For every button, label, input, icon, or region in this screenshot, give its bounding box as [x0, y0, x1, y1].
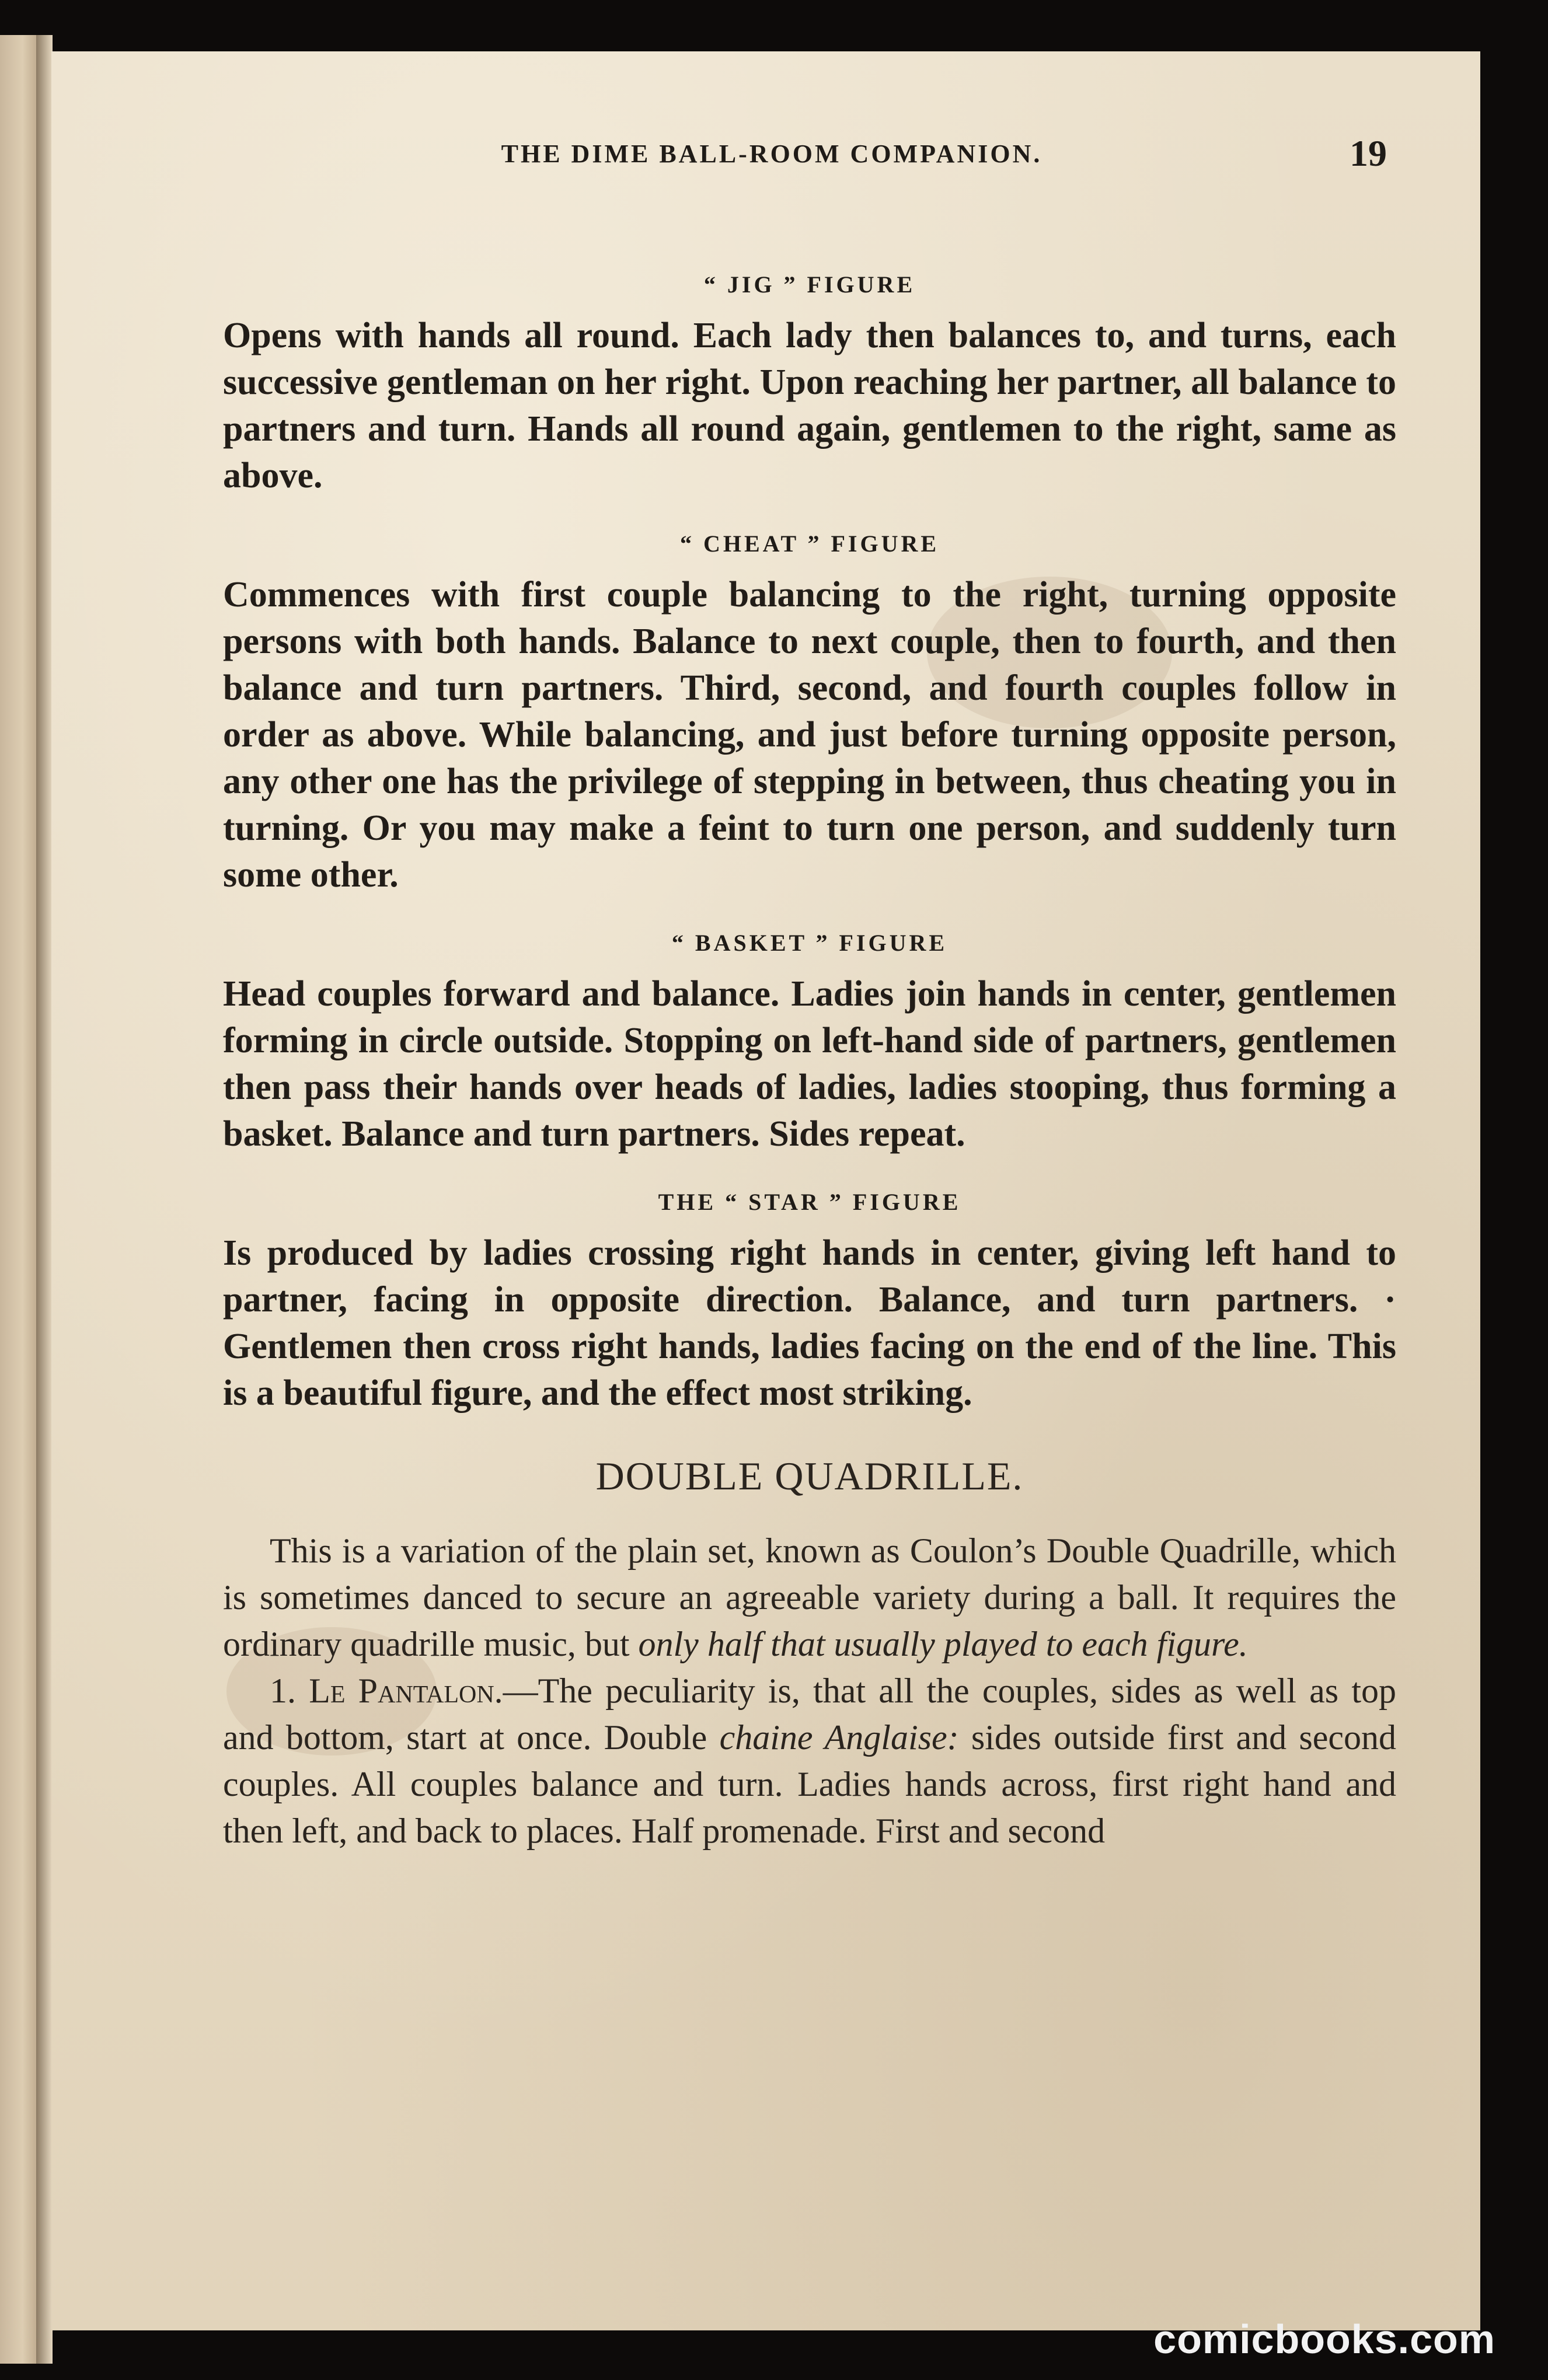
le-pantalon-title: Le Pantalon. — [309, 1671, 503, 1710]
chaine-anglaise-term: chaine Anglaise: — [719, 1718, 959, 1757]
jig-figure-text: Opens with hands all round. Each lady then balances to, and turns, each successive gentleman on her right. Upon reaching her partner, all balance to partners and turn. Hands all round again, gentlemen to the right, same as above. — [223, 316, 1396, 495]
book-gutter — [36, 35, 53, 2364]
le-pantalon-text-1: —The peculiarity is, that all the couples, sides as well as top and bottom, start at once. Double — [223, 1671, 1397, 1757]
spacer — [223, 898, 1396, 929]
spacer — [223, 1157, 1396, 1188]
le-pantalon-paragraph — [223, 1667, 1396, 1854]
double-quadrille-intro — [223, 1527, 1396, 1667]
jig-figure-heading: “ JIG ” FIGURE — [703, 271, 916, 298]
cheat-figure-text: Commences with first couple balancing to the right, turning opposite persons with both hands. Balance to next couple, then to fourth, and then balance and turn partners. Third, second, and fourth couples follow in order as above. While balancing, and just before turning opposite person, any other one has the privilege of stepping in between, thus cheating you in turning. Or you may make a feint to turn one person, and suddenly turn some other. — [223, 575, 1396, 895]
item-number: 1. — [270, 1671, 296, 1710]
running-header — [156, 132, 1387, 186]
intro-text: This is a variation of the plain set, known as Coulon’s Double Quadrille, which is sometimes danced to secure an agreeable variety during a ball. It requires the ordinary quadrille music, but — [223, 1531, 1396, 1663]
page-number: 19 — [1350, 132, 1387, 174]
double-quadrille-title: DOUBLE QUADRILLE. — [595, 1454, 1024, 1498]
basket-figure-text: Head couples forward and balance. Ladies join hands in center, gentlemen forming in circle outside. Stopping on left-hand side of partners, gentlemen then pass their hands over heads of ladies, ladies stooping, thus forming a basket. Balance and turn partners. Sides repeat. — [223, 974, 1396, 1154]
previous-page-edge — [0, 35, 41, 2364]
basket-figure-heading: “ BASKET ” FIGURE — [671, 930, 948, 956]
star-figure-text: Is produced by ladies crossing right hands in center, giving left hand to partner, facing in opposite direction. Balance, and turn partners. · Gentlemen then cross right hands, ladies facing on the end of the line. This is a beautiful figure, and the effect most striking. — [223, 1233, 1396, 1413]
book-page — [51, 51, 1480, 2330]
le-pantalon-text-2: sides outside first and second couples. All couples balance and turn. Ladies hands across, first right hand and then left, and back to places. Half promenade. First and second — [223, 1718, 1397, 1850]
watermark: comicbooks.com — [1153, 2316, 1495, 2362]
star-figure-heading: THE “ STAR ” FIGURE — [658, 1189, 961, 1215]
cheat-figure-heading: “ CHEAT ” FIGURE — [679, 531, 940, 557]
header-title: THE DIME BALL-ROOM COMPANION. — [501, 139, 1043, 168]
page-content — [223, 270, 1396, 1854]
spacer — [223, 499, 1396, 529]
intro-emphasis: only half that usually played to each figure. — [638, 1625, 1248, 1663]
